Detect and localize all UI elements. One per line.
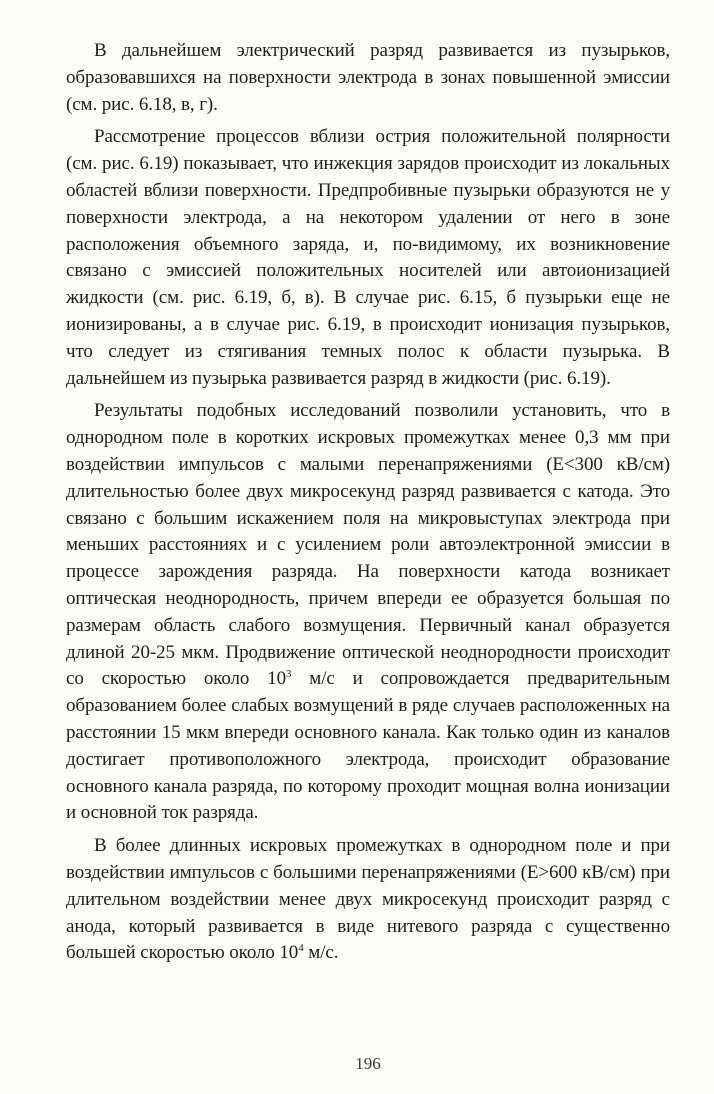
paragraph-3-text-b: м/с и сопровождается предварительным образованием более слабых возмущений в ряде случаев расположенных на расстоянии 15 мкм впереди основного канала. Как только один из каналов достигает противоположного электрода, происходит образование основного канала разряда, по которому проходит мощная волна ионизации и основной ток разряда. — [66, 668, 670, 824]
body-text — [66, 38, 670, 967]
superscript-exponent-4: 4 — [298, 942, 304, 955]
paragraph-4-text-a: В более длинных искровых промежутках в однородном поле и при воздействии импульсов с большими перенапряжениями (Е>600 кВ/см) при длительном воздействии менее двух микросекунд происходит разряд с анода, который развивается в виде нитевого разряда с существенно большей скоростью около 10 — [66, 835, 670, 964]
superscript-exponent-3: 3 — [286, 668, 292, 681]
paragraph-2-text: Рассмотрение процессов вблизи острия положительной полярности (см. рис. 6.19) показывает, что инжекция зарядов происходит из локальных областей вблизи поверхности. Предпробивные пузырьки образуются не у поверхности электрода, а на некотором удалении от него в зоне расположения объемного заряда, и, по-видимому, их возникновение связано с эмиссией положительных носителей или автоионизацией жидкости (см. рис. 6.19, б, в). В случае рис. 6.15, б пузырьки еще не ионизированы, а в случае рис. 6.19, в происходит ионизация пузырьков, что следует из стягивания темных полос к области пузырька. В дальнейшем из пузырька развивается разряд в жидкости (рис. 6.19). — [66, 126, 670, 389]
paragraph-4-text-b: м/с. — [303, 942, 339, 964]
paragraph-1-text: В дальнейшем электрический разряд развивается из пузырьков, образовавшихся на поверхности электрода в зонах повышенной эмиссии (см. рис. 6.18, в, г). — [66, 40, 670, 115]
paragraph-1 — [66, 38, 670, 118]
paragraph-4 — [66, 833, 670, 967]
document-page — [66, 38, 670, 1094]
paragraph-2 — [66, 124, 670, 392]
page-number: 196 — [355, 1054, 381, 1073]
paragraph-3 — [66, 398, 670, 827]
paragraph-3-text-a: Результаты подобных исследований позволили установить, что в однородном поле в коротких искровых промежутках менее 0,3 мм при воздействии импульсов с малыми перенапряжениями (Е<300 кВ/см) длительностью более двух микросекунд разряд развивается с катода. Это связано с большим искажением поля на микровыступах электрода при меньших расстояниях и с усилением роли автоэлектронной эмиссии в процессе зарождения разряда. На поверхности катода возникает оптическая неоднородность, причем впереди ее образуется большая по размерам область слабого возмущения. Первичный канал образуется длиной 20-25 мкм. Продвижение оптической неоднородности происходит со скоростью около 10 — [66, 400, 670, 690]
